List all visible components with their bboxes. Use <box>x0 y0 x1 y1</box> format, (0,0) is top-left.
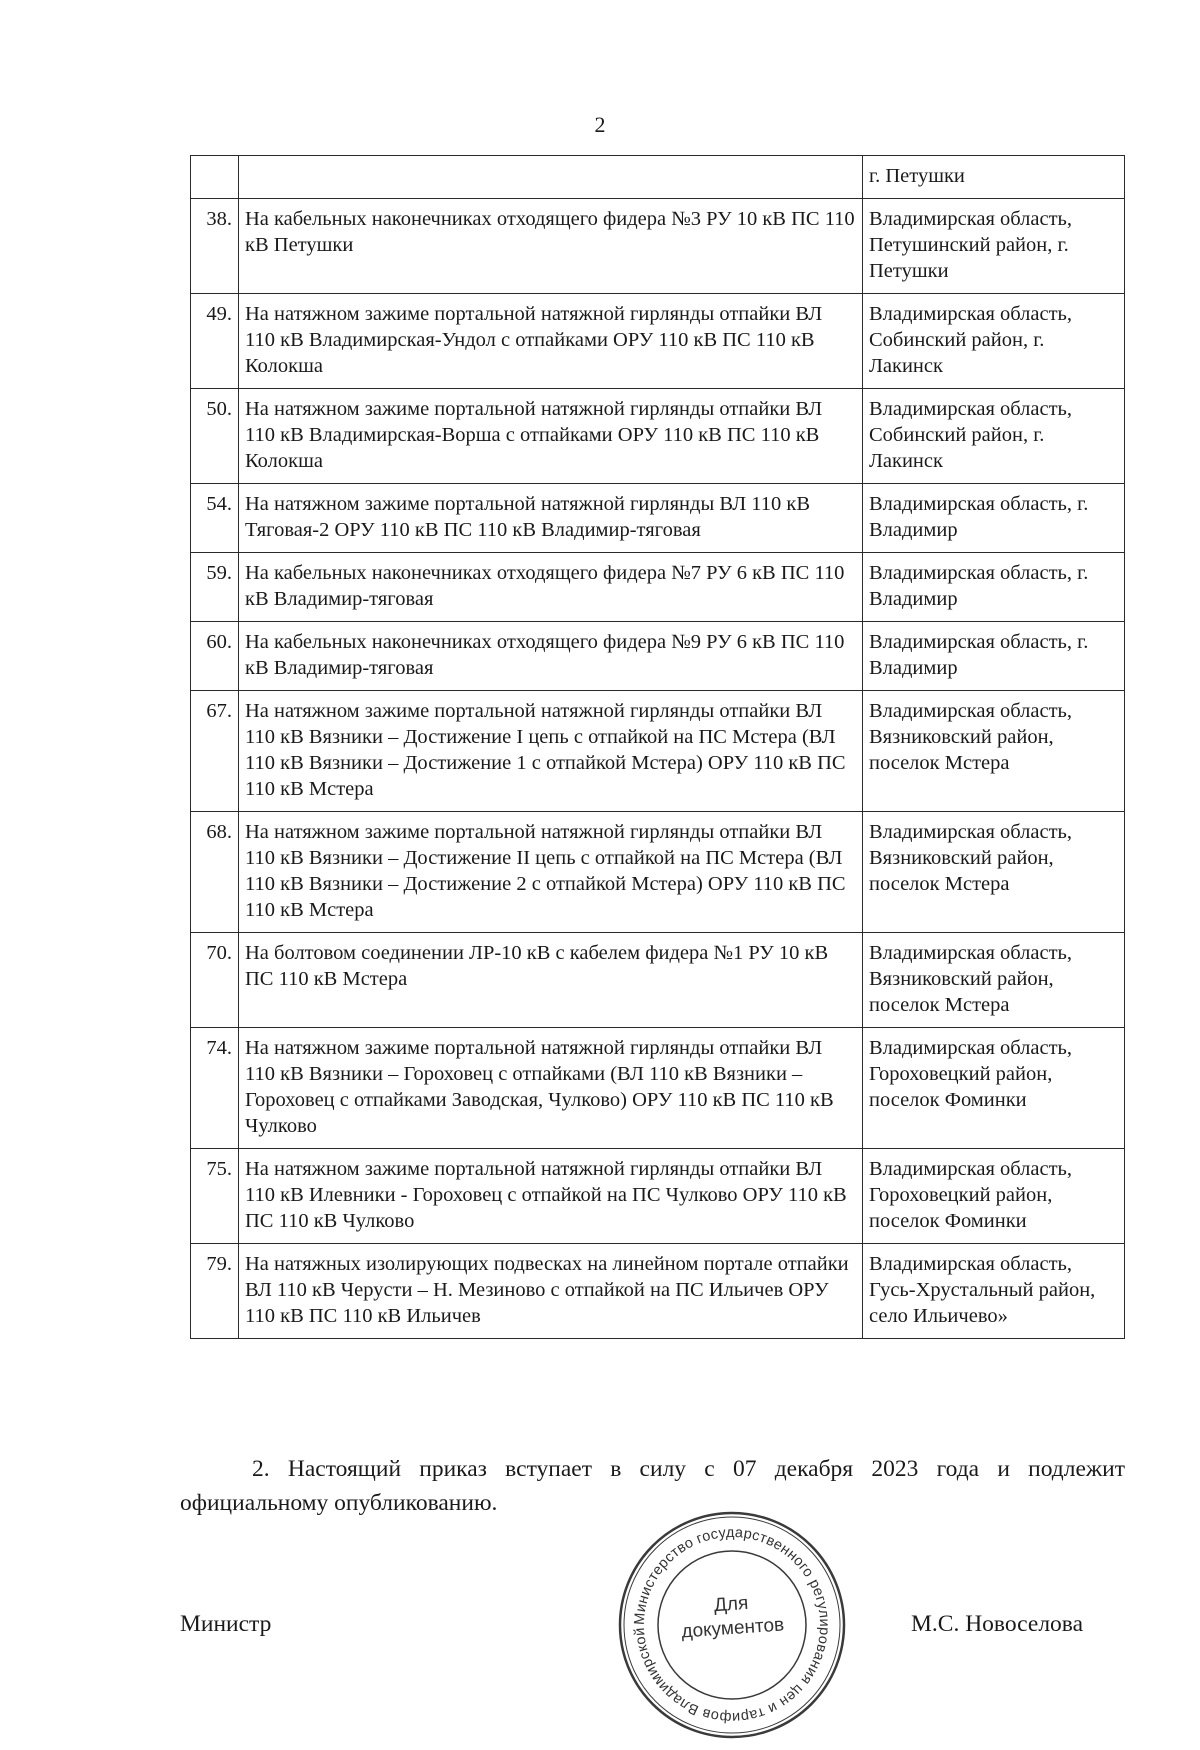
description-cell: На кабельных наконечниках отходящего фидера №9 РУ 6 кВ ПС 110 кВ Владимир-тяговая <box>239 622 863 691</box>
location-cell: Владимирская область, Собинский район, г. Лакинск <box>863 389 1125 484</box>
closing-paragraph: 2. Настоящий приказ вступает в силу с 07 декабря 2023 года и подлежит официальному опубликованию. <box>180 1456 1125 1516</box>
table-row <box>191 622 1125 691</box>
description-cell: На кабельных наконечниках отходящего фидера №7 РУ 6 кВ ПС 110 кВ Владимир-тяговая <box>239 553 863 622</box>
location-cell: Владимирская область, Гусь-Хрустальный район, село Ильичево» <box>863 1244 1125 1339</box>
description-cell: На натяжном зажиме портальной натяжной гирлянды отпайки ВЛ 110 кВ Илевники - Гороховец с отпайкой на ПС Чулково ОРУ 110 кВ ПС 110 кВ Чулково <box>239 1149 863 1244</box>
table-row <box>191 156 1125 199</box>
description-cell: На натяжном зажиме портальной натяжной гирлянды отпайки ВЛ 110 кВ Владимирская-Ундол с отпайками ОРУ 110 кВ ПС 110 кВ Колокша <box>239 294 863 389</box>
page-number: 2 <box>594 112 606 137</box>
row-number-cell: 59. <box>191 553 239 622</box>
row-number-cell: 60. <box>191 622 239 691</box>
location-cell: Владимирская область, Вязниковский район, поселок Мстера <box>863 812 1125 933</box>
row-number-cell: 74. <box>191 1028 239 1149</box>
table-row <box>191 294 1125 389</box>
row-number-cell: 75. <box>191 1149 239 1244</box>
row-number-cell: 54. <box>191 484 239 553</box>
signer-title: Министр <box>180 1611 272 1637</box>
official-stamp <box>612 1505 852 1745</box>
location-cell: г. Петушки <box>863 156 1125 199</box>
location-cell: Владимирская область, г. Владимир <box>863 622 1125 691</box>
description-cell: На натяжном зажиме портальной натяжной гирлянды отпайки ВЛ 110 кВ Вязники – Гороховец с отпайками (ВЛ 110 кВ Вязники – Гороховец с отпайками Заводская, Чулково) ОРУ 110 кВ ПС 110 кВ Чулково <box>239 1028 863 1149</box>
row-number-cell: 49. <box>191 294 239 389</box>
signer-name: М.С. Новоселова <box>911 1611 1084 1637</box>
table-row <box>191 484 1125 553</box>
description-cell: На натяжном зажиме портальной натяжной гирлянды отпайки ВЛ 110 кВ Вязники – Достижение I цепь с отпайкой на ПС Мстера (ВЛ 110 кВ Вязники – Достижение 1 с отпайкой Мстера) ОРУ 110 кВ ПС 110 кВ Мстера <box>239 691 863 812</box>
stamp-center-line2: документов <box>680 1614 785 1643</box>
location-cell: Владимирская область, Вязниковский район, поселок Мстера <box>863 933 1125 1028</box>
location-cell: Владимирская область, Гороховецкий район, поселок Фоминки <box>863 1149 1125 1244</box>
locations-table <box>190 155 1125 1339</box>
location-cell: Владимирская область, Гороховецкий район, поселок Фоминки <box>863 1028 1125 1149</box>
location-cell: Владимирская область, г. Владимир <box>863 484 1125 553</box>
table-row <box>191 691 1125 812</box>
location-cell: Владимирская область, Вязниковский район, поселок Мстера <box>863 691 1125 812</box>
description-cell: На натяжном зажиме портальной натяжной гирлянды отпайки ВЛ 110 кВ Владимирская-Ворша с отпайками ОРУ 110 кВ ПС 110 кВ Колокша <box>239 389 863 484</box>
stamp-ring-text: Министерство государственного регулирования цен и тарифов Владимирской <box>631 1524 833 1726</box>
location-cell: Владимирская область, Собинский район, г. Лакинск <box>863 294 1125 389</box>
table-row <box>191 1244 1125 1339</box>
location-cell: Владимирская область, г. Владимир <box>863 553 1125 622</box>
table-row <box>191 553 1125 622</box>
row-number-cell: 79. <box>191 1244 239 1339</box>
table-row <box>191 933 1125 1028</box>
description-cell: На натяжном зажиме портальной натяжной гирлянды отпайки ВЛ 110 кВ Вязники – Достижение II цепь с отпайкой на ПС Мстера (ВЛ 110 кВ Вязники – Достижение 2 с отпайкой Мстера) ОРУ 110 кВ ПС 110 кВ Мстера <box>239 812 863 933</box>
table-row <box>191 1028 1125 1149</box>
row-number-cell: 70. <box>191 933 239 1028</box>
row-number-cell: 38. <box>191 199 239 294</box>
row-number-cell: 50. <box>191 389 239 484</box>
description-cell <box>239 156 863 199</box>
row-number-cell <box>191 156 239 199</box>
row-number-cell: 67. <box>191 691 239 812</box>
description-cell: На натяжном зажиме портальной натяжной гирлянды ВЛ 110 кВ Тяговая-2 ОРУ 110 кВ ПС 110 кВ Владимир-тяговая <box>239 484 863 553</box>
table-row <box>191 199 1125 294</box>
table-row <box>191 812 1125 933</box>
description-cell: На болтовом соединении ЛР-10 кВ с кабелем фидера №1 РУ 10 кВ ПС 110 кВ Мстера <box>239 933 863 1028</box>
description-cell: На натяжных изолирующих подвесках на линейном портале отпайки ВЛ 110 кВ Черусти – Н. Мезиново с отпайкой на ПС Ильичев ОРУ 110 кВ ПС 110 кВ Ильичев <box>239 1244 863 1339</box>
location-cell: Владимирская область, Петушинский район, г. Петушки <box>863 199 1125 294</box>
table-row <box>191 1149 1125 1244</box>
stamp-center-line1: Для <box>713 1592 749 1617</box>
row-number-cell: 68. <box>191 812 239 933</box>
description-cell: На кабельных наконечниках отходящего фидера №3 РУ 10 кВ ПС 110 кВ Петушки <box>239 199 863 294</box>
table-row <box>191 389 1125 484</box>
